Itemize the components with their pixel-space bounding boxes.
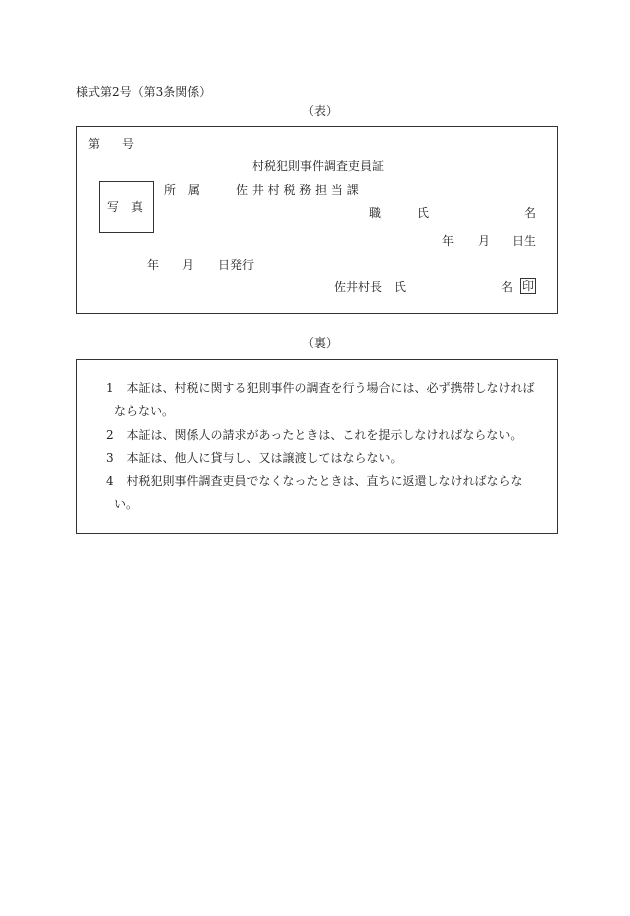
birth-month-label: 月 (478, 234, 491, 248)
rule-text: 本証は、他人に貸与し、又は譲渡してはならない。 (126, 451, 403, 465)
seal-mark: 印 (521, 279, 534, 293)
rule-text: 村税犯則事件調査吏員でなくなったときは、直ちに返還しなければならな (126, 474, 523, 488)
rule-number: 3 (106, 451, 114, 465)
rule-item-3 (106, 451, 402, 465)
photo-label: 写 真 (107, 200, 144, 214)
position-label: 職 (369, 206, 382, 220)
rule-item-4-cont: い。 (114, 497, 139, 511)
number-dai: 第 (88, 137, 101, 151)
issuer-mei-label: 名 (501, 280, 514, 294)
rule-item-1 (106, 381, 534, 395)
issuer-label: 佐井村長 氏 (334, 280, 407, 294)
back-caption: （裏） (302, 336, 339, 350)
card-title: 村税犯則事件調査吏員証 (252, 159, 385, 173)
issue-day-label: 日発行 (218, 258, 255, 272)
rule-number: 4 (106, 474, 114, 488)
name-shi-label: 氏 (417, 206, 430, 220)
birth-year-label: 年 (442, 234, 455, 248)
rule-item-2 (106, 428, 522, 442)
affiliation-label: 所 属 (164, 183, 201, 197)
rule-text: 本証は、関係人の請求があったときは、これを提示しなければならない。 (126, 428, 523, 442)
front-caption: （表） (302, 104, 339, 118)
birth-day-label: 日生 (512, 234, 537, 248)
rule-number: 1 (106, 381, 114, 395)
name-mei-label: 名 (524, 206, 537, 220)
form-label: 様式第2号（第3条関係） (76, 85, 212, 99)
affiliation-value: 佐 井 村 税 務 担 当 課 (236, 183, 359, 197)
issue-month-label: 月 (182, 258, 195, 272)
rule-text: 本証は、村税に関する犯則事件の調査を行う場合には、必ず携帯しなければ (126, 381, 535, 395)
rule-item-1-cont: ならない。 (114, 404, 175, 418)
rule-item-4 (106, 474, 522, 488)
rule-number: 2 (106, 428, 114, 442)
issue-year-label: 年 (147, 258, 160, 272)
number-go: 号 (122, 137, 135, 151)
